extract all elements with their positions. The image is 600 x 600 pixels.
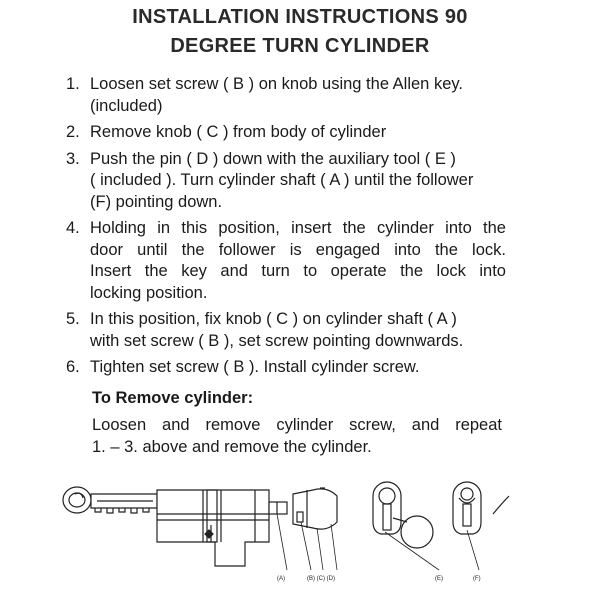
step-text: Loosen set screw ( B ) on knob using the Allen key.	[90, 75, 463, 93]
label-a: (A)	[277, 576, 285, 582]
label-e: (E)	[435, 576, 443, 582]
step-text: (included)	[90, 96, 163, 115]
knob-icon	[293, 488, 337, 529]
step-text: locking position.	[90, 283, 208, 302]
cylinder-body-icon	[157, 490, 269, 566]
cylinder-diagram	[55, 470, 525, 590]
step-text: Holding in this position, insert the cylinder into the	[90, 219, 506, 237]
remove-instructions	[92, 415, 502, 458]
remove-text-line-1: Loosen and remove cylinder screw, and repeat	[92, 416, 502, 434]
step-number: 1.	[66, 75, 80, 93]
step-number: 2.	[66, 123, 80, 141]
step-text: door until the follower is engaged into the lock.	[90, 240, 506, 259]
step-text: (F) pointing down.	[90, 192, 223, 211]
step-text: ( included ). Turn cylinder shaft ( A ) until the follower	[90, 171, 474, 189]
step-6	[66, 357, 506, 379]
step-4	[66, 218, 506, 304]
step-3	[66, 149, 506, 214]
cylinder-diagram-drawing	[55, 470, 525, 590]
remove-text-line-2: 1. – 3. above and remove the cylinder.	[92, 437, 372, 456]
step-2	[66, 122, 506, 144]
label-bcd: (B) (C) (D)	[307, 576, 335, 582]
key-icon	[63, 487, 157, 513]
title-line-2: DEGREE TURN CYLINDER	[170, 35, 430, 57]
step-text: Tighten set screw ( B ). Install cylinder screw.	[90, 358, 420, 376]
follower-view-icon	[453, 482, 509, 534]
step-text: In this position, fix knob ( C ) on cylinder shaft ( A )	[90, 310, 457, 328]
remove-heading: To Remove cylinder:	[92, 389, 254, 407]
step-1	[66, 74, 506, 117]
step-number: 3.	[66, 149, 80, 168]
step-text: Push the pin ( D ) down with the auxiliary tool ( E )	[90, 149, 456, 168]
step-text: Insert the key and turn to operate the lock into	[90, 262, 506, 280]
step-text: with set screw ( B ), set screw pointing downwards.	[90, 331, 464, 350]
cylinder-shaft-icon	[269, 502, 287, 514]
step-number: 4.	[66, 219, 80, 237]
steps-list	[66, 74, 506, 384]
label-f: (F)	[473, 576, 481, 582]
cylinder-end-view-icon	[373, 482, 433, 548]
step-5	[66, 309, 506, 352]
step-number: 5.	[66, 310, 80, 328]
step-text: Remove knob ( C ) from body of cylinder	[90, 123, 387, 141]
title-line-1: INSTALLATION INSTRUCTIONS 90	[132, 6, 468, 28]
step-number: 6.	[66, 358, 80, 376]
